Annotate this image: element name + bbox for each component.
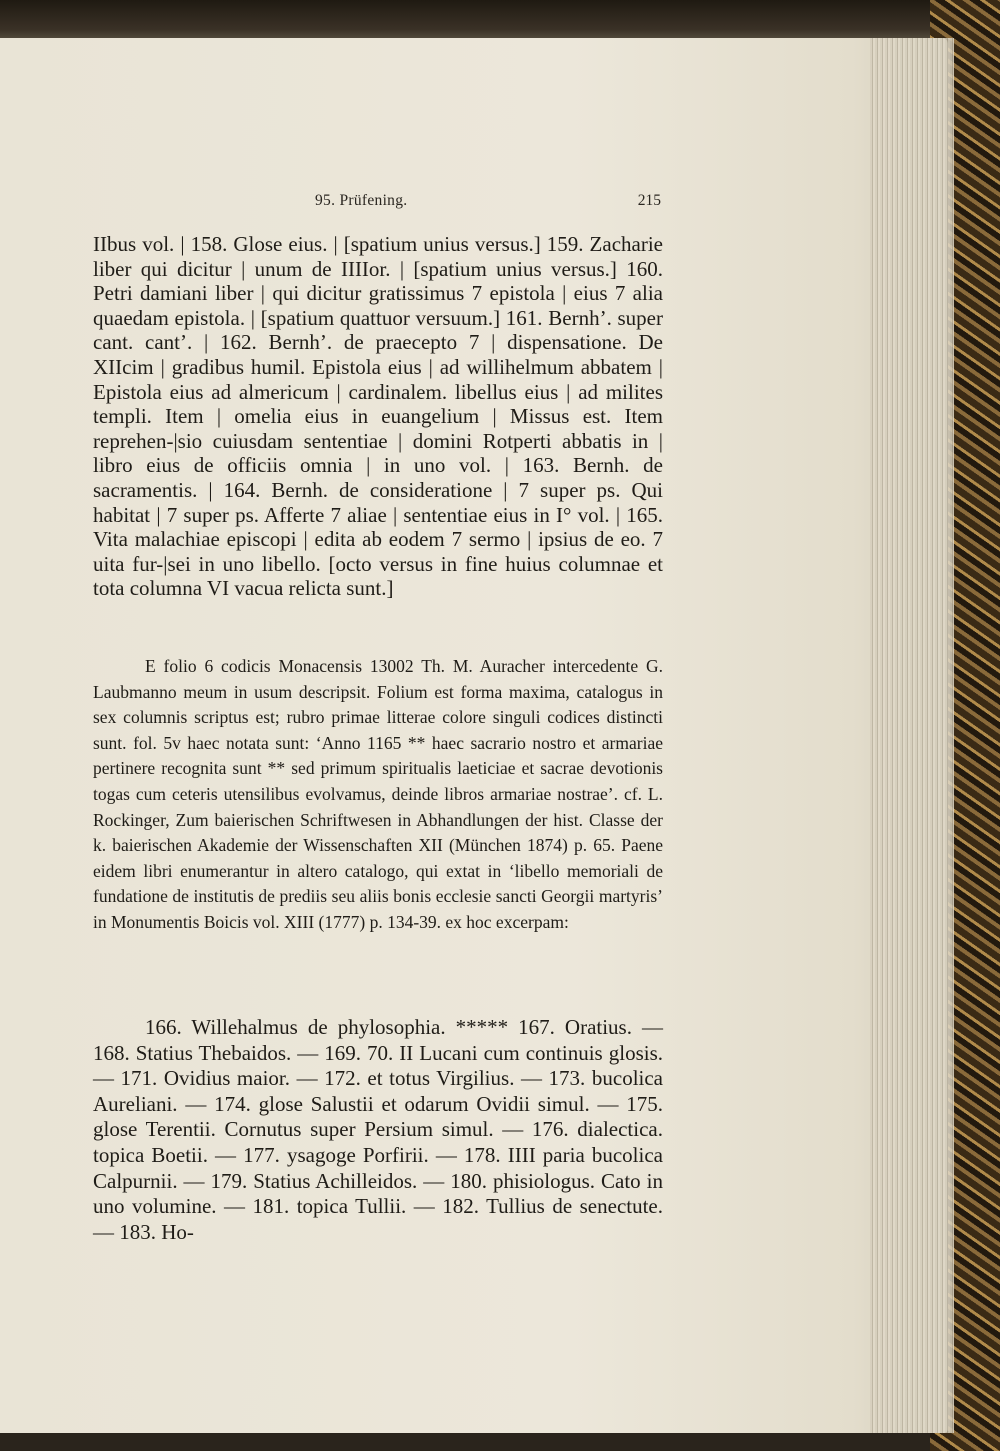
catalogue-entries-166-183	[93, 1015, 663, 1245]
editorial-note	[93, 654, 663, 936]
page-number: 215	[637, 192, 661, 209]
book-top-edge	[0, 0, 1000, 42]
paragraph-2: E folio 6 codicis Monacensis 13002 Th. M. Auracher intercedente G. Laubmanno meum in usum descripsit. Folium est forma maxima, catalogus in sex columnis scriptus est; rubro primae litterae colore singuli codices distincti sunt. fol. 5v haec notata sunt: ‘Anno 1165 ** haec sacrario nostro et armariae pertinere recognita sunt ** sed primum spiritualis laeticiae et sacrae devotionis togas cum ceteris utensilibus evolvamus, deinde libros armariae nostrae’. cf. L. Rockinger, Zum baierischen Schriftwesen in Abhandlungen der hist. Classe der k. baierischen Akademie der Wissenschaften XII (München 1874) p. 65. Paene eidem libri enumerantur in altero catalogo, qui extat in ‘libello memoriali de fundatione de institutis de prediis seu aliis bonis ecclesie sancti Georgii martyris’ in Monumentis Boicis vol. XIII (1777) p. 134-39. ex hoc excerpam:	[93, 656, 663, 932]
page-edges	[870, 38, 954, 1433]
paragraph-1: IIbus vol. | 158. Glose eius. | [spatium unius versus.] 159. Zacharie liber qui dicitur | unum de IIIIor. | [spatium unius versus.] 160. Petri damiani liber | qui dicitur gratissimus 7 epistola | eius 7 alia quaedam epistola. | [spatium quattuor versuum.] 161. Bernh’. super cant. cant’. | 162. Bernh’. de praecepto 7 | dispensatione. De XIIcim | gradibus humil. Epistola eius | ad willihelmum abbatem | Epistola eius ad almericum | cardinalem. libellus eius | ad milites templi. Item | omelia eius in euangelium | Missus est. Item reprehen-|sio cuiusdam sententiae | domini Rotperti abbatis in | libro eius de officiis omnia | in uno vol. | 163. Bernh. de sacramentis. | 164. Bernh. de consideratione | 7 super ps. Qui habitat | 7 super ps. Afferte 7 aliae | sententiae eius in I° vol. | 165. Vita malachiae episcopi | edita ab eodem 7 sermo | ipsius de eo. 7 uita fur-|sei in uno libello. [octo versus in fine huius columnae et tota columna VI vacua relicta sunt.]	[93, 232, 663, 601]
running-title: 95. Prüfening.	[315, 192, 408, 209]
catalogue-entries-158-165	[93, 232, 663, 601]
paragraph-3: 166. Willehalmus de phylosophia. ***** 167. Oratius. — 168. Statius Thebaidos. — 169. 70. II Lucani cum continuis glosis. — 171. Ovidius maior. — 172. et totus Virgilius. — 173. bucolica Aureliani. — 174. glose Salustii et odarum Ovidii simul. — 175. glose Terentii. Cornutus super Persium simul. — 176. dialectica. topica Boetii. — 177. ysagoge Porfirii. — 178. IIII paria bucolica Calpurnii. — 179. Statius Achilleidos. — 180. phisiologus. Cato in uno volumine. — 181. topica Tullii. — 182. Tullius de senectute. — 183. Ho-	[93, 1015, 663, 1244]
